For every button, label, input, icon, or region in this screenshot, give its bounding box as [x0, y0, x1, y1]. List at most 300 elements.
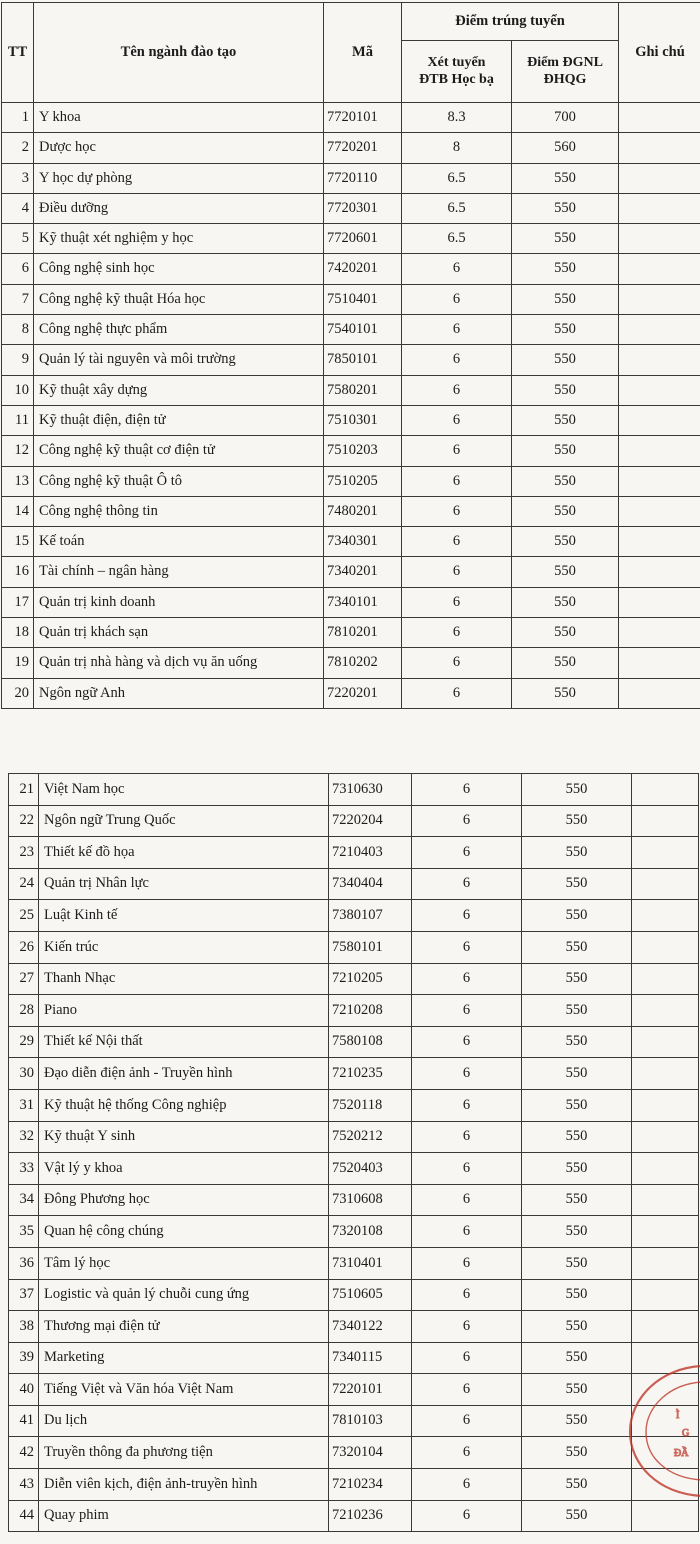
score-hocba: 6	[412, 1058, 522, 1090]
table-row	[9, 868, 699, 900]
svg-text:G: G	[682, 1428, 690, 1439]
header-hocba-line2: ĐTB Học bạ	[419, 71, 494, 87]
score-hocba: 6	[402, 405, 512, 435]
table-body-part1	[2, 103, 700, 709]
header-dgnl	[512, 41, 619, 103]
score-dgnl: 550	[512, 496, 619, 526]
score-hocba: 6	[412, 1121, 522, 1153]
program-name: Công nghệ thông tin	[34, 496, 324, 526]
table-row	[9, 837, 699, 869]
note-cell	[619, 315, 700, 345]
score-hocba: 6	[402, 648, 512, 678]
program-code: 7720301	[324, 193, 402, 223]
program-code: 7720101	[324, 103, 402, 133]
table-row	[2, 284, 700, 314]
row-number: 12	[2, 436, 34, 466]
table-row	[9, 1437, 699, 1469]
note-cell	[619, 466, 700, 496]
note-cell	[619, 284, 700, 314]
score-dgnl: 550	[522, 1058, 632, 1090]
score-hocba: 6	[402, 375, 512, 405]
note-cell	[632, 963, 699, 995]
table-row	[2, 496, 700, 526]
admission-table-part2	[8, 773, 699, 1532]
program-name: Quản trị nhà hàng và dịch vụ ăn uống	[34, 648, 324, 678]
table-row	[2, 618, 700, 648]
note-cell	[632, 1216, 699, 1248]
program-code: 7510301	[324, 405, 402, 435]
table-row	[2, 466, 700, 496]
row-number: 6	[2, 254, 34, 284]
score-dgnl: 550	[512, 224, 619, 254]
score-hocba: 6	[402, 315, 512, 345]
program-name: Công nghệ kỹ thuật Ô tô	[34, 466, 324, 496]
program-code: 7480201	[324, 496, 402, 526]
program-name: Quản trị Nhân lực	[39, 868, 329, 900]
row-number: 42	[9, 1437, 39, 1469]
header-dgnl-line1: Điểm ĐGNL	[527, 54, 603, 70]
score-hocba: 6	[402, 678, 512, 708]
table-row	[2, 315, 700, 345]
note-cell	[619, 648, 700, 678]
program-code: 7310630	[329, 774, 412, 806]
row-number: 33	[9, 1153, 39, 1185]
score-dgnl: 550	[512, 678, 619, 708]
header-code: Mã	[324, 3, 402, 103]
table-row	[9, 995, 699, 1027]
note-cell	[632, 1311, 699, 1343]
program-name: Ngôn ngữ Anh	[34, 678, 324, 708]
program-name: Y học dự phòng	[34, 163, 324, 193]
score-dgnl: 550	[512, 466, 619, 496]
score-hocba: 6.5	[402, 163, 512, 193]
svg-text:ĐẦ: ĐẦ	[674, 1448, 689, 1459]
program-code: 7510605	[329, 1279, 412, 1311]
score-dgnl: 550	[522, 995, 632, 1027]
score-hocba: 6.5	[402, 224, 512, 254]
row-number: 44	[9, 1500, 39, 1532]
score-dgnl: 550	[522, 774, 632, 806]
program-code: 7220204	[329, 805, 412, 837]
score-hocba: 6	[412, 900, 522, 932]
row-number: 35	[9, 1216, 39, 1248]
program-code: 7310401	[329, 1247, 412, 1279]
program-code: 7320108	[329, 1216, 412, 1248]
score-dgnl: 550	[512, 436, 619, 466]
table-row	[9, 1184, 699, 1216]
score-hocba: 6	[412, 995, 522, 1027]
score-hocba: 6	[412, 868, 522, 900]
program-code: 7510401	[324, 284, 402, 314]
program-name: Logistic và quản lý chuỗi cung ứng	[39, 1279, 329, 1311]
score-dgnl: 550	[522, 1311, 632, 1343]
program-name: Piano	[39, 995, 329, 1027]
program-name: Công nghệ kỹ thuật cơ điện tử	[34, 436, 324, 466]
score-hocba: 6	[402, 345, 512, 375]
program-code: 7210403	[329, 837, 412, 869]
row-number: 15	[2, 527, 34, 557]
program-name: Marketing	[39, 1342, 329, 1374]
score-dgnl: 550	[522, 805, 632, 837]
row-number: 37	[9, 1279, 39, 1311]
table-row	[9, 1089, 699, 1121]
score-hocba: 6	[412, 805, 522, 837]
score-hocba: 6	[412, 1311, 522, 1343]
score-dgnl: 550	[512, 315, 619, 345]
score-hocba: 6	[412, 963, 522, 995]
row-number: 1	[2, 103, 34, 133]
score-dgnl: 550	[512, 527, 619, 557]
program-name: Thương mại điện tử	[39, 1311, 329, 1343]
program-code: 7520212	[329, 1121, 412, 1153]
score-dgnl: 550	[522, 1184, 632, 1216]
score-hocba: 6	[412, 1500, 522, 1532]
program-code: 7520118	[329, 1089, 412, 1121]
table-row	[9, 1058, 699, 1090]
score-hocba: 6	[402, 284, 512, 314]
program-name: Kỹ thuật hệ thống Công nghiệp	[39, 1089, 329, 1121]
program-name: Quan hệ công chúng	[39, 1216, 329, 1248]
program-name: Truyền thông đa phương tiện	[39, 1437, 329, 1469]
score-hocba: 6	[412, 774, 522, 806]
table-row	[9, 1216, 699, 1248]
program-name: Tài chính – ngân hàng	[34, 557, 324, 587]
row-number: 11	[2, 405, 34, 435]
program-code: 7510203	[324, 436, 402, 466]
table-row	[9, 900, 699, 932]
note-cell	[632, 1089, 699, 1121]
program-name: Thiết kế đồ họa	[39, 837, 329, 869]
score-hocba: 6	[412, 837, 522, 869]
note-cell	[632, 1121, 699, 1153]
score-dgnl: 560	[512, 133, 619, 163]
note-cell	[619, 163, 700, 193]
program-name: Y khoa	[34, 103, 324, 133]
row-number: 9	[2, 345, 34, 375]
header-name: Tên ngành đào tạo	[34, 3, 324, 103]
note-cell	[619, 436, 700, 466]
table-row	[9, 1121, 699, 1153]
note-cell	[632, 931, 699, 963]
table-row	[2, 163, 700, 193]
note-cell	[632, 774, 699, 806]
row-number: 7	[2, 284, 34, 314]
note-cell	[632, 1058, 699, 1090]
score-dgnl: 550	[522, 837, 632, 869]
table-row	[2, 678, 700, 708]
program-code: 7720201	[324, 133, 402, 163]
program-name: Kỹ thuật xét nghiệm y học	[34, 224, 324, 254]
row-number: 10	[2, 375, 34, 405]
score-hocba: 8	[402, 133, 512, 163]
note-cell	[619, 678, 700, 708]
program-code: 7520403	[329, 1153, 412, 1185]
note-cell	[632, 1184, 699, 1216]
score-dgnl: 550	[512, 405, 619, 435]
table-row	[2, 103, 700, 133]
row-number: 39	[9, 1342, 39, 1374]
row-number: 14	[2, 496, 34, 526]
score-dgnl: 550	[522, 1247, 632, 1279]
program-name: Du lịch	[39, 1405, 329, 1437]
row-number: 28	[9, 995, 39, 1027]
score-hocba: 6	[402, 496, 512, 526]
row-number: 29	[9, 1026, 39, 1058]
row-number: 5	[2, 224, 34, 254]
row-number: 8	[2, 315, 34, 345]
score-dgnl: 550	[512, 648, 619, 678]
table-row	[2, 193, 700, 223]
program-code: 7310608	[329, 1184, 412, 1216]
program-name: Quay phim	[39, 1500, 329, 1532]
score-hocba: 6	[402, 557, 512, 587]
program-code: 7220101	[329, 1374, 412, 1406]
table-row	[9, 1374, 699, 1406]
score-dgnl: 550	[512, 193, 619, 223]
score-dgnl: 550	[522, 1279, 632, 1311]
row-number: 43	[9, 1469, 39, 1501]
score-dgnl: 550	[522, 1342, 632, 1374]
score-dgnl: 550	[512, 587, 619, 617]
note-cell	[632, 837, 699, 869]
score-hocba: 6	[412, 1247, 522, 1279]
score-hocba: 8.3	[402, 103, 512, 133]
row-number: 36	[9, 1247, 39, 1279]
score-hocba: 6	[412, 931, 522, 963]
note-cell	[619, 618, 700, 648]
score-dgnl: 550	[522, 1026, 632, 1058]
row-number: 23	[9, 837, 39, 869]
score-dgnl: 550	[522, 1500, 632, 1532]
score-hocba: 6	[402, 618, 512, 648]
program-code: 7810201	[324, 618, 402, 648]
row-number: 3	[2, 163, 34, 193]
program-name: Thiết kế Nội thất	[39, 1026, 329, 1058]
note-cell	[619, 345, 700, 375]
program-name: Tâm lý học	[39, 1247, 329, 1279]
program-name: Diễn viên kịch, điện ảnh-truyền hình	[39, 1469, 329, 1501]
row-number: 32	[9, 1121, 39, 1153]
program-code: 7340201	[324, 557, 402, 587]
table-row	[2, 527, 700, 557]
score-dgnl: 550	[522, 963, 632, 995]
note-cell	[619, 496, 700, 526]
note-cell	[632, 1279, 699, 1311]
program-name: Công nghệ sinh học	[34, 254, 324, 284]
table-row	[9, 1153, 699, 1185]
row-number: 40	[9, 1374, 39, 1406]
score-dgnl: 550	[512, 284, 619, 314]
program-name: Đạo diễn điện ảnh - Truyền hình	[39, 1058, 329, 1090]
table-row	[2, 557, 700, 587]
note-cell	[619, 587, 700, 617]
program-code: 7340101	[324, 587, 402, 617]
table-row	[9, 1342, 699, 1374]
header-hocba-line1: Xét tuyển	[427, 54, 486, 70]
score-hocba: 6	[412, 1342, 522, 1374]
score-dgnl: 550	[512, 557, 619, 587]
program-name: Kỹ thuật điện, điện tử	[34, 405, 324, 435]
note-cell	[619, 254, 700, 284]
header-tt: TT	[2, 3, 34, 103]
table-row	[9, 774, 699, 806]
program-code: 7540101	[324, 315, 402, 345]
row-number: 21	[9, 774, 39, 806]
row-number: 27	[9, 963, 39, 995]
program-name: Điều dưỡng	[34, 193, 324, 223]
score-hocba: 6	[412, 1216, 522, 1248]
table-row	[2, 648, 700, 678]
row-number: 17	[2, 587, 34, 617]
table-row	[9, 1311, 699, 1343]
program-name: Kỹ thuật Y sinh	[39, 1121, 329, 1153]
program-code: 7580101	[329, 931, 412, 963]
program-name: Công nghệ kỹ thuật Hóa học	[34, 284, 324, 314]
score-dgnl: 550	[522, 868, 632, 900]
note-cell	[632, 1153, 699, 1185]
row-number: 22	[9, 805, 39, 837]
program-code: 7720110	[324, 163, 402, 193]
score-dgnl: 550	[512, 345, 619, 375]
score-dgnl: 550	[522, 931, 632, 963]
program-name: Luật Kinh tế	[39, 900, 329, 932]
table-row	[2, 133, 700, 163]
table-row	[9, 963, 699, 995]
row-number: 18	[2, 618, 34, 648]
score-dgnl: 550	[512, 163, 619, 193]
program-name: Vật lý y khoa	[39, 1153, 329, 1185]
score-dgnl: 550	[512, 254, 619, 284]
program-code: 7720601	[324, 224, 402, 254]
program-code: 7340404	[329, 868, 412, 900]
score-hocba: 6	[402, 587, 512, 617]
score-hocba: 6	[412, 1279, 522, 1311]
program-code: 7210205	[329, 963, 412, 995]
row-number: 20	[2, 678, 34, 708]
score-hocba: 6	[402, 254, 512, 284]
row-number: 19	[2, 648, 34, 678]
program-name: Thanh Nhạc	[39, 963, 329, 995]
score-hocba: 6	[412, 1437, 522, 1469]
program-code: 7580201	[324, 375, 402, 405]
red-seal-stamp	[622, 1360, 700, 1500]
note-cell	[632, 1026, 699, 1058]
note-cell	[632, 805, 699, 837]
row-number: 38	[9, 1311, 39, 1343]
score-hocba: 6	[412, 1153, 522, 1185]
note-cell	[619, 133, 700, 163]
note-cell	[619, 375, 700, 405]
score-dgnl: 550	[512, 375, 619, 405]
program-name: Ngôn ngữ Trung Quốc	[39, 805, 329, 837]
table-row	[9, 1279, 699, 1311]
header-dgnl-line2: ĐHQG	[543, 71, 587, 87]
score-hocba: 6	[412, 1405, 522, 1437]
program-name: Kiến trúc	[39, 931, 329, 963]
row-number: 2	[2, 133, 34, 163]
score-dgnl: 550	[522, 1437, 632, 1469]
score-hocba: 6	[412, 1184, 522, 1216]
row-number: 16	[2, 557, 34, 587]
note-cell	[619, 557, 700, 587]
score-hocba: 6	[412, 1469, 522, 1501]
admission-table-part1	[1, 2, 700, 709]
program-name: Việt Nam học	[39, 774, 329, 806]
program-name: Công nghệ thực phẩm	[34, 315, 324, 345]
table-row	[2, 345, 700, 375]
program-code: 7380107	[329, 900, 412, 932]
program-code: 7580108	[329, 1026, 412, 1058]
score-dgnl: 550	[522, 1089, 632, 1121]
table-row	[9, 805, 699, 837]
score-hocba: 6	[412, 1026, 522, 1058]
header-note: Ghi chú	[619, 3, 700, 103]
row-number: 30	[9, 1058, 39, 1090]
note-cell	[619, 527, 700, 557]
score-dgnl: 550	[522, 1153, 632, 1185]
score-hocba: 6	[402, 466, 512, 496]
score-hocba: 6	[402, 436, 512, 466]
program-code: 7510205	[324, 466, 402, 496]
program-code: 7210208	[329, 995, 412, 1027]
program-code: 7810103	[329, 1405, 412, 1437]
program-code: 7340301	[324, 527, 402, 557]
score-dgnl: 550	[522, 900, 632, 932]
program-code: 7340122	[329, 1311, 412, 1343]
program-name: Quản lý tài nguyên và môi trường	[34, 345, 324, 375]
note-cell	[632, 995, 699, 1027]
row-number: 25	[9, 900, 39, 932]
note-cell	[619, 224, 700, 254]
table-row	[9, 1026, 699, 1058]
score-dgnl: 700	[512, 103, 619, 133]
row-number: 31	[9, 1089, 39, 1121]
table-body-part2	[9, 774, 699, 1532]
program-name: Tiếng Việt và Văn hóa Việt Nam	[39, 1374, 329, 1406]
score-dgnl: 550	[512, 618, 619, 648]
row-number: 24	[9, 868, 39, 900]
program-name: Quản trị khách sạn	[34, 618, 324, 648]
header-hocba	[402, 41, 512, 103]
program-code: 7210236	[329, 1500, 412, 1532]
table-row	[9, 1247, 699, 1279]
row-number: 34	[9, 1184, 39, 1216]
program-code: 7850101	[324, 345, 402, 375]
table-row	[9, 1500, 699, 1532]
table-row	[2, 254, 700, 284]
table-row	[2, 587, 700, 617]
row-number: 41	[9, 1405, 39, 1437]
program-code: 7220201	[324, 678, 402, 708]
score-hocba: 6	[412, 1374, 522, 1406]
row-number: 13	[2, 466, 34, 496]
score-hocba: 6	[412, 1089, 522, 1121]
row-number: 4	[2, 193, 34, 223]
note-cell	[619, 193, 700, 223]
program-name: Quản trị kinh doanh	[34, 587, 324, 617]
table-row	[2, 224, 700, 254]
program-code: 7210234	[329, 1469, 412, 1501]
program-code: 7210235	[329, 1058, 412, 1090]
program-code: 7420201	[324, 254, 402, 284]
table-row	[9, 931, 699, 963]
program-code: 7810202	[324, 648, 402, 678]
note-cell	[632, 1247, 699, 1279]
note-cell	[632, 868, 699, 900]
table-row	[2, 405, 700, 435]
svg-text:Ì: Ì	[676, 1410, 680, 1421]
program-name: Đông Phương học	[39, 1184, 329, 1216]
